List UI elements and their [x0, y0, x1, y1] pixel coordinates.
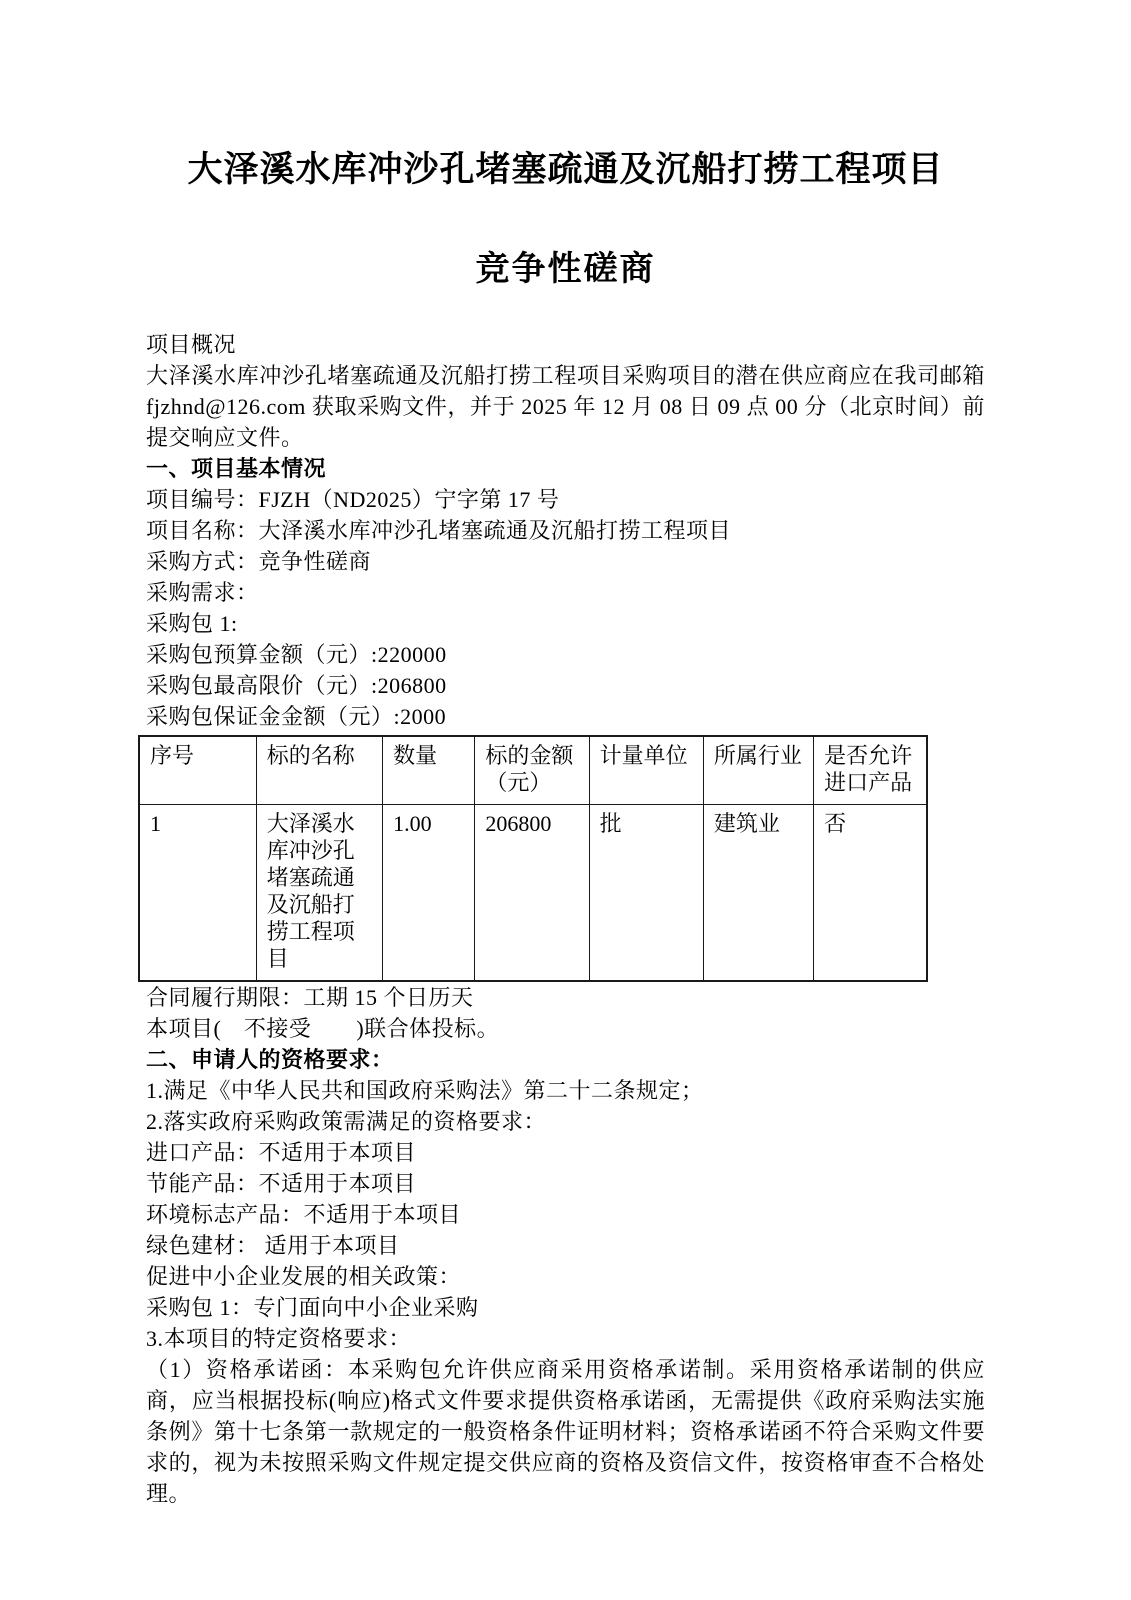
header-quantity: 数量: [383, 736, 475, 805]
qualification-law-line: 1.满足《中华人民共和国政府采购法》第二十二条规定；: [146, 1077, 704, 1103]
cell-quantity: 1.00: [383, 804, 475, 981]
header-subject-amount: 标的金额（元）: [475, 736, 589, 805]
contract-period-line: 合同履行期限：工期 15 个日历天: [146, 984, 474, 1010]
header-serial-number: 序号: [139, 736, 256, 805]
document-body: [146, 329, 985, 1509]
green-building-material-line: 绿色建材： 适用于本项目: [146, 1232, 400, 1258]
energy-saving-product-line: 节能产品：不适用于本项目: [146, 1170, 417, 1196]
project-number-line: 项目编号：FJZH（ND2025）宁字第 17 号: [146, 486, 560, 512]
header-unit: 计量单位: [589, 736, 703, 805]
cell-unit: 批: [589, 804, 703, 981]
qualification-commitment-paragraph: （1）资格承诺函：本采购包允许供应商采用资格承诺制。采用资格承诺制的供应商，应当根据投标(响应)格式文件要求提供资格承诺函，无需提供《政府采购法实施条例》第十七条第一款规定的一般资格条件证明材料；资格承诺函不符合采购文件要求的，视为未按照采购文件规定提交供应商的资格及资信文件，按资格审查不合格处理。: [146, 1356, 985, 1506]
section-qualification-heading: 二、申请人的资格要求：: [146, 1046, 394, 1072]
header-subject-name: 标的名称: [256, 736, 382, 805]
sme-package-line: 采购包 1：专门面向中小企业采购: [146, 1294, 479, 1320]
import-product-line: 进口产品：不适用于本项目: [146, 1139, 417, 1165]
specific-qualification-line: 3.本项目的特定资格要求：: [146, 1325, 412, 1351]
cell-serial-number: 1: [139, 804, 256, 981]
document-subtitle: 竞争性磋商: [475, 250, 656, 288]
cell-import-allowed: 否: [814, 804, 927, 981]
cell-subject-name: 大泽溪水库冲沙孔堵塞疏通及沉船打捞工程项目: [256, 804, 382, 981]
package-price-limit-line: 采购包最高限价（元）:206800: [146, 672, 447, 698]
overview-heading: 项目概况: [146, 331, 237, 357]
procurement-items-table: [138, 735, 928, 982]
table-header-row: [139, 736, 927, 805]
sme-policy-line: 促进中小企业发展的相关政策：: [146, 1263, 462, 1289]
project-name-line: 项目名称：大泽溪水库冲沙孔堵塞疏通及沉船打捞工程项目: [146, 517, 732, 543]
header-import-allowed: 是否允许进口产品: [814, 736, 927, 805]
cell-subject-amount: 206800: [475, 804, 589, 981]
consortium-bid-line: 本项目( 不接受 )联合体投标。: [146, 1015, 500, 1041]
overview-paragraph: 大泽溪水库冲沙孔堵塞疏通及沉船打捞工程项目采购项目的潜在供应商应在我司邮箱 fjzhnd@126.com 获取采购文件，并于 2025 年 12 月 08 日 09 点 00 分（北京时间）前提交响应文件。: [146, 362, 985, 450]
procurement-demand-line: 采购需求：: [146, 579, 259, 605]
package-deposit-line: 采购包保证金金额（元）:2000: [146, 703, 447, 729]
table-row: [139, 804, 927, 981]
qualification-policy-line: 2.落实政府采购政策需满足的资格要求：: [146, 1108, 547, 1134]
cell-industry: 建筑业: [703, 804, 813, 981]
header-industry: 所属行业: [703, 736, 813, 805]
package-budget-line: 采购包预算金额（元）:220000: [146, 641, 447, 667]
environmental-label-product-line: 环境标志产品：不适用于本项目: [146, 1201, 462, 1227]
procurement-method-line: 采购方式：竞争性磋商: [146, 548, 372, 574]
document-title: 大泽溪水库冲沙孔堵塞疏通及沉船打捞工程项目: [187, 150, 944, 189]
package-title-line: 采购包 1:: [146, 610, 238, 636]
section-basic-info-heading: 一、项目基本情况: [146, 455, 327, 481]
